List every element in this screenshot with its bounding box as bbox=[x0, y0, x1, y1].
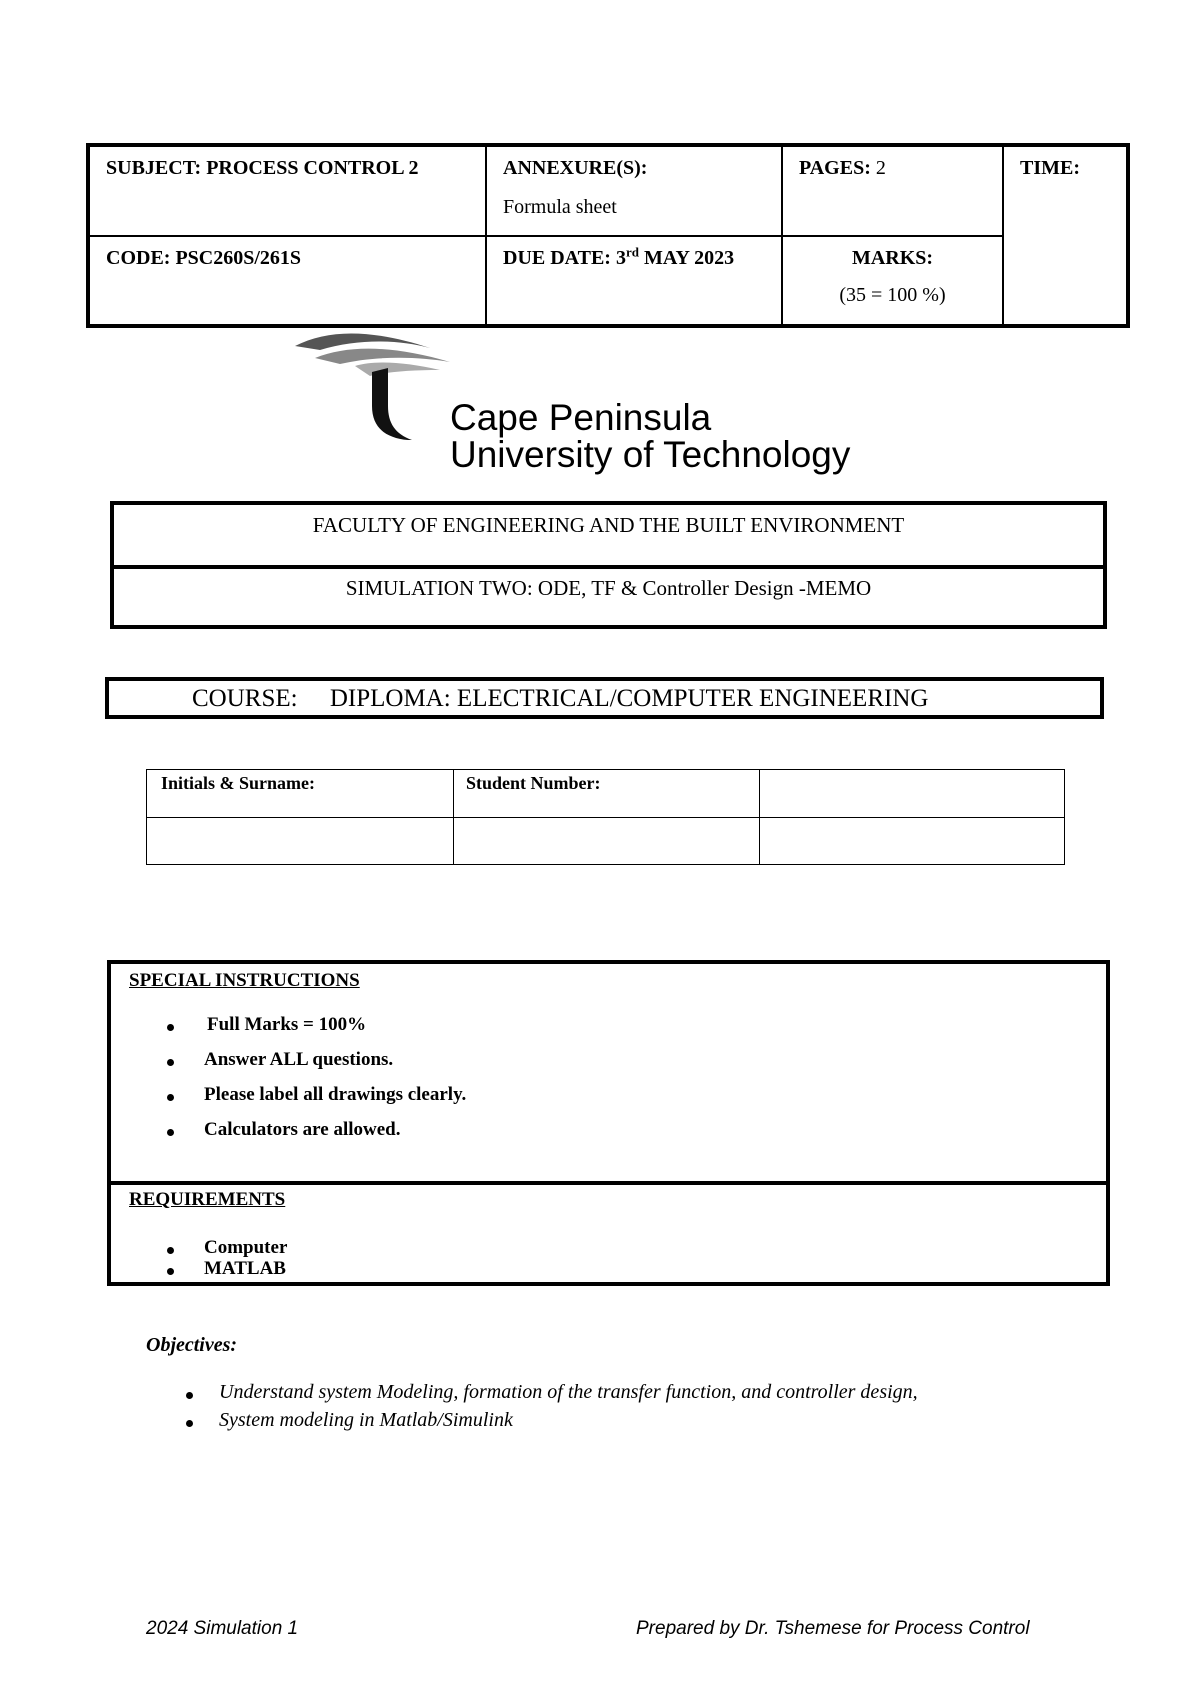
logo-line-1: Cape Peninsula bbox=[450, 397, 712, 438]
due-date-cell bbox=[487, 237, 781, 270]
instructions-box bbox=[107, 960, 1110, 1286]
footer-right: Prepared by Dr. Tshemese for Process Control bbox=[636, 1618, 1030, 1639]
student-info-table bbox=[146, 769, 1065, 865]
time-cell bbox=[1004, 147, 1130, 180]
bullet-icon bbox=[186, 1392, 193, 1399]
annexure-cell bbox=[487, 147, 781, 219]
student-number-field[interactable] bbox=[454, 818, 759, 865]
bullet-icon bbox=[167, 1059, 174, 1066]
pages-value: 2 bbox=[875, 157, 886, 179]
code-text: CODE: PSC260S/261S bbox=[106, 247, 302, 269]
logo-emblem-icon bbox=[290, 328, 470, 443]
bullet-icon bbox=[167, 1247, 174, 1254]
annexure-label: ANNEXURE(S): bbox=[503, 157, 648, 179]
requirements-title: REQUIREMENTS bbox=[129, 1189, 286, 1210]
pages-label: PAGES: bbox=[799, 157, 871, 179]
requirement-item: Computer bbox=[204, 1237, 288, 1258]
code-cell bbox=[90, 237, 485, 270]
pages-cell bbox=[783, 147, 1002, 180]
bullet-icon bbox=[186, 1420, 193, 1427]
university-logo bbox=[290, 328, 930, 478]
simulation-title: SIMULATION TWO: ODE, TF & Controller Design -MEMO bbox=[345, 576, 872, 600]
marks-value: (35 = 100 %) bbox=[839, 284, 946, 306]
instruction-item: Answer ALL questions. bbox=[204, 1049, 394, 1070]
due-date-rest: MAY 2023 bbox=[638, 247, 735, 269]
header-table bbox=[86, 143, 1130, 328]
course-box bbox=[105, 677, 1104, 719]
marks-label: MARKS: bbox=[851, 247, 934, 269]
course-label: COURSE: bbox=[192, 685, 298, 712]
divider bbox=[111, 1181, 1106, 1185]
bullet-icon bbox=[167, 1268, 174, 1275]
instruction-item: Calculators are allowed. bbox=[204, 1119, 401, 1140]
logo-line-2: University of Technology bbox=[450, 434, 851, 475]
bullet-icon bbox=[167, 1094, 174, 1101]
faculty-box bbox=[110, 501, 1107, 629]
faculty-title: FACULTY OF ENGINEERING AND THE BUILT ENVIRONMENT bbox=[312, 513, 905, 537]
name-label: Initials & Surname: bbox=[161, 773, 316, 793]
subject-cell bbox=[90, 147, 485, 180]
footer-left: 2024 Simulation 1 bbox=[146, 1618, 299, 1639]
annexure-value: Formula sheet bbox=[503, 196, 617, 218]
requirement-item: MATLAB bbox=[204, 1258, 286, 1279]
bullet-icon bbox=[167, 1129, 174, 1136]
instruction-item: Please label all drawings clearly. bbox=[204, 1084, 467, 1105]
divider bbox=[114, 565, 1103, 569]
time-label: TIME: bbox=[1020, 157, 1080, 179]
course-value: DIPLOMA: ELECTRICAL/COMPUTER ENGINEERING bbox=[329, 685, 929, 712]
due-date-sup: rd bbox=[625, 244, 639, 260]
instruction-item: Full Marks = 100% bbox=[207, 1014, 367, 1035]
subject-text: SUBJECT: PROCESS CONTROL 2 bbox=[106, 157, 419, 179]
name-field[interactable] bbox=[147, 818, 453, 865]
special-instructions-title: SPECIAL INSTRUCTIONS bbox=[129, 970, 360, 991]
bullet-icon bbox=[167, 1024, 174, 1031]
objective-item: System modeling in Matlab/Simulink bbox=[219, 1409, 513, 1431]
student-number-label: Student Number: bbox=[466, 773, 601, 793]
due-date-label: DUE DATE: 3 bbox=[503, 247, 626, 269]
marks-cell bbox=[783, 237, 1002, 307]
objective-item: Understand system Modeling, formation of the transfer function, and controller design, bbox=[219, 1381, 918, 1403]
objectives-title: Objectives: bbox=[146, 1334, 238, 1356]
